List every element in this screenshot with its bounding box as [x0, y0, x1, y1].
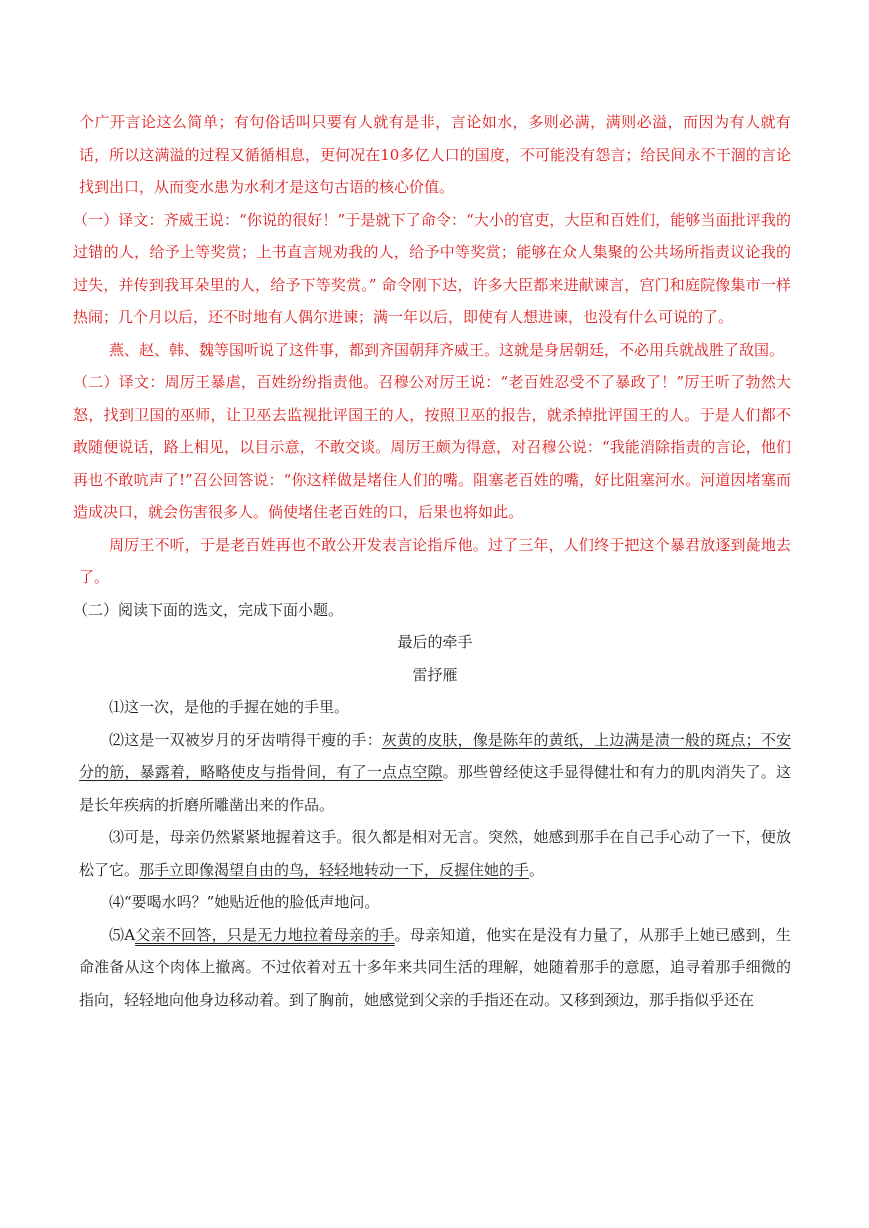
translation-intro-paragraph: 个广开言论这么简单；有句俗话叫只要有人就有是非，言论如水，多则必满，满则必溢，而因为有人就有话，所以这满溢的过程又循循相息，更何况在10多亿人口的国度，不可能没有怨言；给民间永不干涸的言论找到出口，从而变水患为水利才是这句古语的核心价值。: [79, 113, 791, 196]
document-page: [73, 106, 791, 1016]
essay-paragraph-5-tail: 。母亲知道，他实在是没有力量了，从那手上她已感到，生命准备从这个肉体上撤离。不过依着对五十多年来共同生活的理解，她随着那手的意愿，追寻着那手细微的指向，轻轻地向他身边移动着。到了胸前，她感觉到父亲的手指还在动。又移到颈边，那手指似乎还在: [79, 925, 791, 1009]
essay-paragraph-4: ⑷“要喝水吗？”她贴近他的脸低声地问。: [109, 893, 380, 911]
translation-two-conclusion: 周厉王不听，于是老百姓再也不敢公开发表言论指斥他。过了三年，人们终于把这个暴君放逐到彘地去了。: [79, 535, 791, 586]
section-instruction: （二）阅读下面的选文，完成下面小题。: [73, 600, 344, 619]
essay-paragraph-2-lead: ⑵这是一双被岁月的牙齿啃得干瘦的手：: [109, 730, 382, 749]
translation-one-paragraph: （一）译文：齐威王说：“你说的很好！”于是就下了命令：“大小的官吏，大臣和百姓们，能够当面批评我的过错的人，给予上等奖赏；上书直言规劝我的人，给予中等奖赏；能够在众人集聚的公共场所指责议论我的过失，并传到我耳朵里的人，给予下等奖赏。” 命令刚下达，许多大臣都来进献谏言，宫门和庭院像集市一样热闹；几个月以后，还不时地有人偶尔进谏；满一年以后，即使有人想进谏，也没有什么可说的了。: [73, 210, 791, 326]
essay-paragraph-5-label: ⑸A: [109, 925, 136, 944]
essay-paragraph-3: [79, 821, 791, 886]
translation-one-conclusion: 燕、赵、韩、魏等国听说了这件事，都到齐国朝拜齐威王。这就是身居朝廷，不必用兵就战胜了敌国。: [109, 340, 785, 359]
essay-paragraph-1: ⑴这一次，是他的手握在她的手里。: [109, 698, 350, 716]
essay-title: 最后的牵手: [397, 633, 473, 651]
essay-author: 雷抒雁: [412, 665, 458, 684]
essay-paragraph-3-lead: ⑶可是，母亲仍然紧紧地握着这手。很久都是相对无言。突然，她感到那手在自己手心动了一下，便放松了它。: [79, 828, 791, 879]
essay-paragraph-5-underlined: 父亲不回答，只是无力地拉着母亲的手: [135, 925, 395, 944]
essay-paragraph-3-underlined: 那手立即像渴望自由的鸟，轻轻地转动一下，反握住她的手: [139, 860, 530, 879]
essay-paragraph-5: [79, 919, 791, 1017]
essay-paragraph-2-tail: 。那些曾经使这手显得健壮和有力的肌肉消失了。这是长年疾病的折磨所雕凿出来的作品。: [79, 763, 791, 814]
essay-paragraph-2-underlined: 灰黄的皮肤，像是陈年的黄纸，上边满是渍一般的斑点；不安分的筋，暴露着，略略使皮与指骨间，有了一点点空隙: [79, 730, 791, 781]
translation-two-paragraph: （二）译文：周厉王暴虐，百姓纷纷指责他。召穆公对厉王说：“老百姓忍受不了暴政了！”厉王听了勃然大怒，找到卫国的巫师，让卫巫去监视批评国王的人，按照卫巫的报告，就杀掉批评国王的人。于是人们都不敢随便说话，路上相见，以目示意，不敢交谈。周厉王颇为得意，对召穆公说：“我能消除指责的言论，他们再也不敢吭声了!”召公回答说：“你这样做是堵住人们的嘴。阻塞老百姓的嘴，好比阻塞河水。河道因堵塞而造成决口，就会伤害很多人。倘使堵住老百姓的口，后果也将如此。: [73, 373, 791, 521]
essay-paragraph-3-tail: 。: [529, 860, 545, 879]
essay-paragraph-2: [79, 724, 791, 822]
